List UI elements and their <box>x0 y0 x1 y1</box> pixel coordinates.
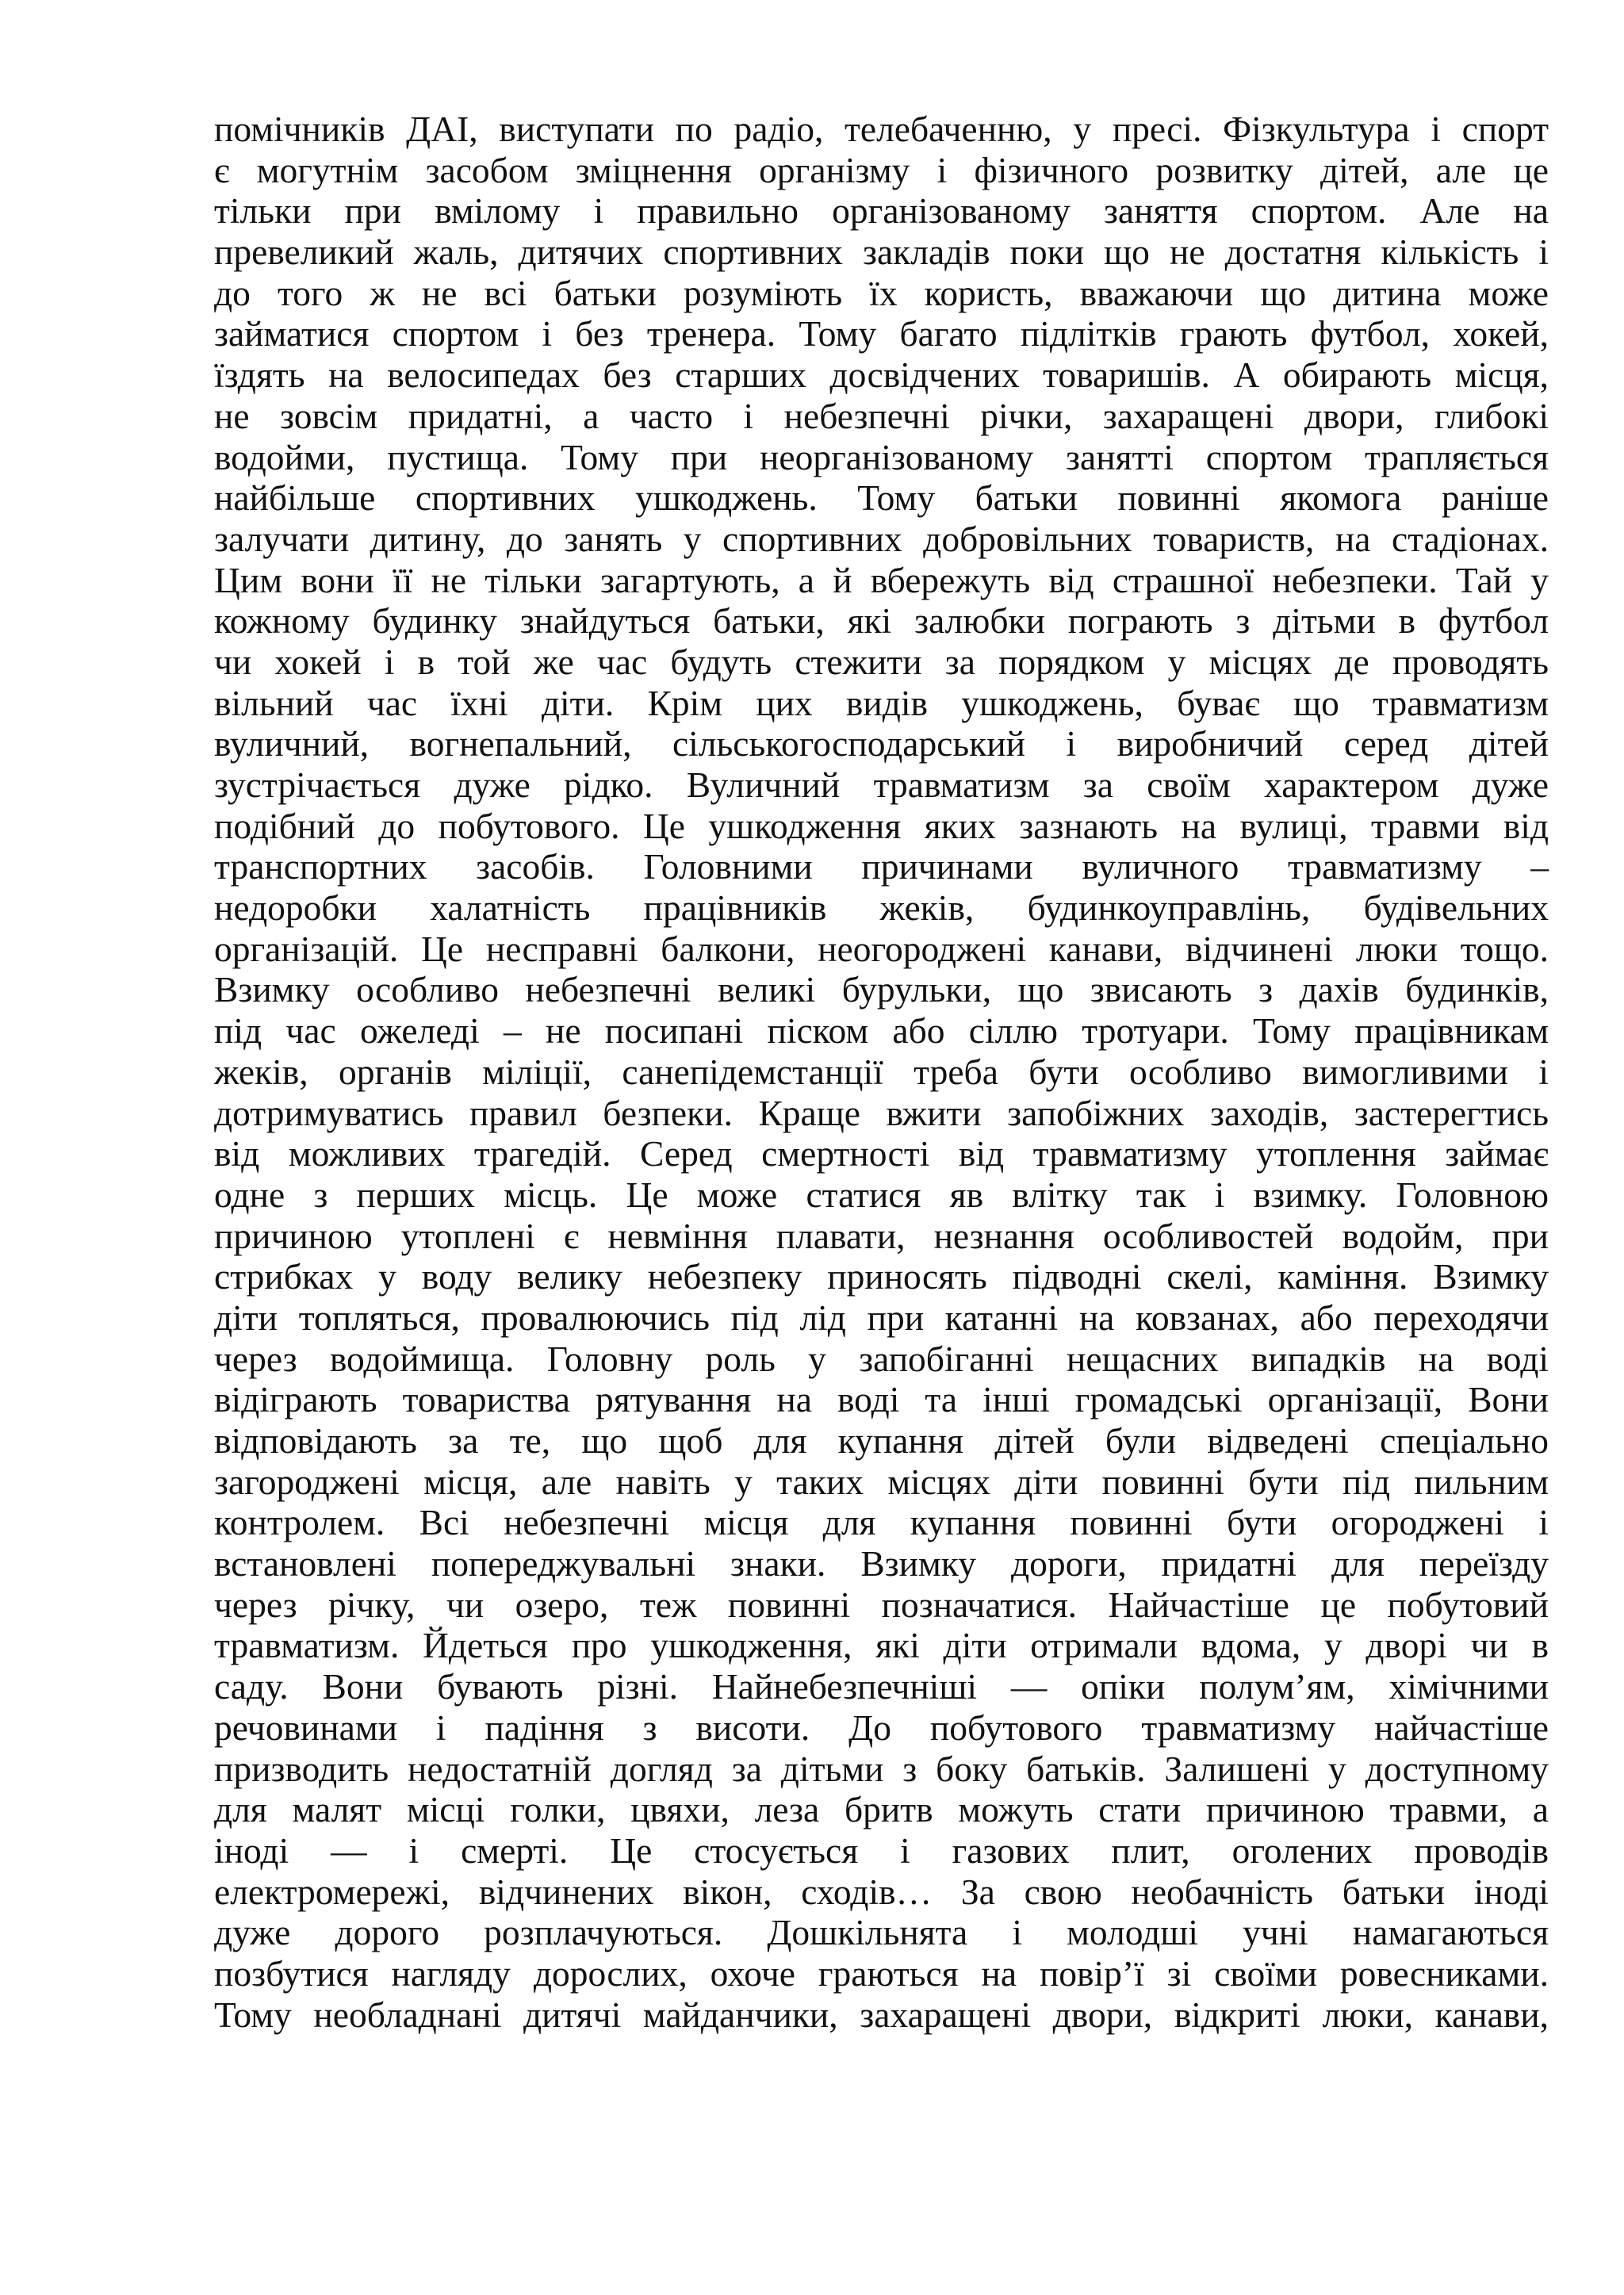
text-line: позбутися нагляду дорослих, охоче граються на повір’ї зі своїми ровесниками. <box>214 1952 1549 1994</box>
text-line: встановлені попереджувальні знаки. Взимку дороги, придатні для переїзду <box>214 1543 1549 1584</box>
text-line: вільний час їхні діти. Крім цих видів ушкоджень, буває що травматизм <box>214 682 1549 723</box>
text-line: дуже дорого розплачуються. Дошкільнята і молодші учні намагаються <box>214 1912 1549 1953</box>
text-line: є могутнім засобом зміцнення організму і фізичного розвитку дітей, але це <box>214 149 1549 190</box>
text-line: діти топляться, провалюючись під лід при катанні на ковзанах, або переходячи <box>214 1297 1549 1338</box>
text-line: недоробки халатність працівників жеків, будинкоуправлінь, будівельних <box>214 887 1549 929</box>
text-line: через річку, чи озеро, теж повинні позначатися. Найчастіше це побутовий <box>214 1584 1549 1625</box>
text-line: через водоймища. Головну роль у запобіганні нещасних випадків на воді <box>214 1338 1549 1379</box>
text-line: не зовсім придатні, а часто і небезпечні річки, захаращені двори, глибокі <box>214 395 1549 436</box>
text-line: призводить недостатній догляд за дітьми з боку батьків. Залишені у доступному <box>214 1748 1549 1789</box>
text-line: відіграють товариства рятування на воді та інші громадські організації, Вони <box>214 1379 1549 1420</box>
text-line: загороджені місця, але навіть у таких місцях діти повинні бути під пильним <box>214 1461 1549 1502</box>
text-line: іноді — і смерті. Це стосується і газових плит, оголених проводів <box>214 1829 1549 1871</box>
text-line: Взимку особливо небезпечні великі бурульки, що звисають з дахів будинків, <box>214 969 1549 1010</box>
text-line: чи хокей і в той же час будуть стежити за порядком у місцях де проводять <box>214 641 1549 682</box>
text-line: до того ж не всі батьки розуміють їх користь, вважаючи що дитина може <box>214 272 1549 313</box>
text-line: їздять на велосипедах без старших досвідчених товаришів. А обирають місця, <box>214 354 1549 396</box>
text-line: водойми, пустища. Тому при неорганізованому занятті спортом трапляється <box>214 436 1549 477</box>
body-text <box>214 109 1549 2035</box>
text-line: причиною утоплені є невміння плавати, незнання особливостей водойм, при <box>214 1215 1549 1256</box>
text-line: вуличний, вогнепальний, сільськогосподарський і виробничий серед дітей <box>214 723 1549 764</box>
text-line: транспортних засобів. Головними причинами вуличного травматизму – <box>214 846 1549 887</box>
text-line: тільки при вмілому і правильно організованому заняття спортом. Але на <box>214 190 1549 232</box>
text-line: найбільше спортивних ушкоджень. Тому батьки повинні якомога раніше <box>214 477 1549 519</box>
text-line: зустрічається дуже рідко. Вуличний травматизм за своїм характером дуже <box>214 764 1549 805</box>
text-line: відповідають за те, що щоб для купання дітей були відведені спеціально <box>214 1420 1549 1461</box>
text-line: під час ожеледі – не посипані піском або сіллю тротуари. Тому працівникам <box>214 1010 1549 1052</box>
text-line: речовинами і падіння з висоти. До побутового травматизму найчастіше <box>214 1707 1549 1748</box>
text-line: превеликий жаль, дитячих спортивних закладів поки що не достатня кількість і <box>214 232 1549 273</box>
text-line: кожному будинку знайдуться батьки, які залюбки пограють з дітьми в футбол <box>214 600 1549 642</box>
text-line: жеків, органів міліції, санепідемстанції треба бути особливо вимогливими і <box>214 1051 1549 1092</box>
document-page <box>214 109 1549 2035</box>
text-line: помічників ДАІ, виступати по радіо, телебаченню, у пресі. Фізкультура і спорт <box>214 109 1549 149</box>
text-line: контролем. Всі небезпечні місця для купання повинні бути огороджені і <box>214 1502 1549 1543</box>
text-line: дотримуватись правил безпеки. Краще вжити запобіжних заходів, застерегтись <box>214 1092 1549 1133</box>
text-line: стрибках у воду велику небезпеку приносять підводні скелі, каміння. Взимку <box>214 1256 1549 1297</box>
text-line: залучати дитину, до занять у спортивних добровільних товариств, на стадіонах. <box>214 518 1549 559</box>
text-line: для малят місці голки, цвяхи, леза бритв можуть стати причиною травми, а <box>214 1789 1549 1830</box>
text-line: організацій. Це несправні балкони, неогороджені канави, відчинені люки тощо. <box>214 928 1549 969</box>
text-line: від можливих трагедій. Серед смертності від травматизму утоплення займає <box>214 1133 1549 1174</box>
text-line: подібний до побутового. Це ушкодження яких зазнають на вулиці, травми від <box>214 805 1549 846</box>
text-line: займатися спортом і без тренера. Тому багато підлітків грають футбол, хокей, <box>214 313 1549 354</box>
text-line: одне з перших місць. Це може статися яв влітку так і взимку. Головною <box>214 1174 1549 1215</box>
text-line: Цим вони її не тільки загартують, а й вбережуть від страшної небезпеки. Тай у <box>214 559 1549 600</box>
text-line: травматизм. Йдеться про ушкодження, які діти отримали вдома, у дворі чи в <box>214 1625 1549 1666</box>
text-line: електромережі, відчинених вікон, сходів… За свою необачність батьки іноді <box>214 1871 1549 1912</box>
text-line: саду. Вони бувають різні. Найнебезпечніші — опіки полум’ям, хімічними <box>214 1666 1549 1707</box>
text-line: Тому необладнані дитячі майданчики, захаращені двори, відкриті люки, канави, <box>214 1994 1549 2035</box>
